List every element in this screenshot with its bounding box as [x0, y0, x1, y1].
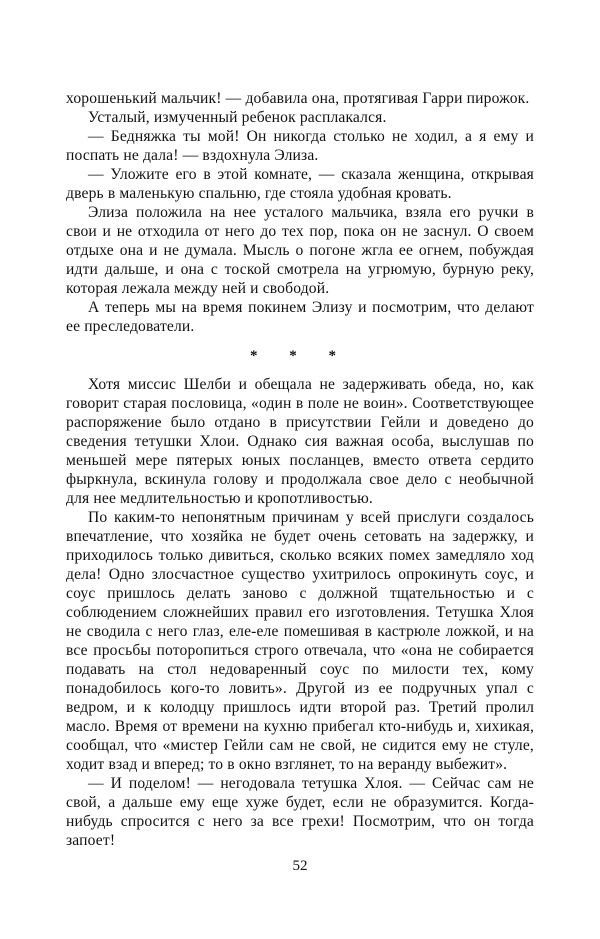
paragraph: А теперь мы на время покинем Элизу и посмотрим, что делают ее преследователи. — [66, 299, 534, 335]
paragraph: Хотя миссис Шелби и обещала не задерживать обеда, но, как говорит старая пословица, «один в поле не воин». Соответствующее распоряжение было отдано в присутствии Гейли и доведено до сведения тетушки Хлои. Однако сия важная особа, выслушав по меньшей мере пятерых юных посланцев, вместо ответа сердито фыркнула, вскинула голову и продолжала свое дело с необычной для нее медлительностью и кропотливостью. — [66, 376, 534, 507]
page-number: 52 — [292, 858, 308, 874]
paragraph: хорошенький мальчик! — добавила она, протягивая Гарри пирожок. — [66, 90, 530, 107]
paragraph: Усталый, измученный ребенок расплакался. — [88, 109, 387, 126]
text-block-kitchen — [66, 375, 534, 850]
paragraph: По каким-то непонятным причинам у всей прислуги создалось впечатление, что хозяйка не будет очень сетовать на задержку, и приходилось только дивиться, сколько всяких помех замедляло ход дела! Одно злосчастное существо ухитрилось опрокинуть соус, и соус пришлось делать заново с должной тщательностью и с соблюдением сложнейших правил его изготовления. Тетушка Хлоя не сводила с него глаз, еле-еле помешивая в кастрюле ложкой, и на все просьбы поторопиться строго отвечала, что «она не собирается подавать на стол недоваренный соус по милости тех, кому понадобилось кого-то ловить». Другой из ее подручных упал с ведром, и к колодцу пришлось идти второй раз. Третий пролил масло. Время от времени на кухню прибегал кто-нибудь и, хихикая, сообщал, что «мистер Гейли сам не свой, не сидится ему не стуле, ходит взад и вперед; то в окно взглянет, то на веранду выбежит». — [66, 509, 534, 773]
section-separator: * * * — [250, 348, 350, 364]
paragraph: — Уложите его в этой комнате, — сказала женщина, открывая дверь в маленькую спальню, где стояла удобная кровать. — [66, 166, 534, 202]
text-block-eliza — [66, 89, 534, 336]
paragraph: Элиза положила на нее усталого мальчика, взяла его ручки в свои и не отходила от него до тех пор, пока он не заснул. О своем отдыхе она и не думала. Мысль о погоне жгла ее огнем, побуждая идти дальше, и она с тоской смотрела на угрюмую, бурную реку, которая лежала между ней и свободой. — [66, 204, 534, 297]
paragraph: — Бедняжка ты мой! Он никогда столько не ходил, а я ему и поспать не дала! — вздохнула Элиза. — [66, 128, 534, 164]
paragraph: — И поделом! — негодовала тетушка Хлоя. — Сейчас сам не свой, а дальше ему еще хуже будет, если не образумится. Когда-нибудь спросится с него за все грехи! Посмотрим, что он тогда запоет! — [66, 775, 534, 849]
